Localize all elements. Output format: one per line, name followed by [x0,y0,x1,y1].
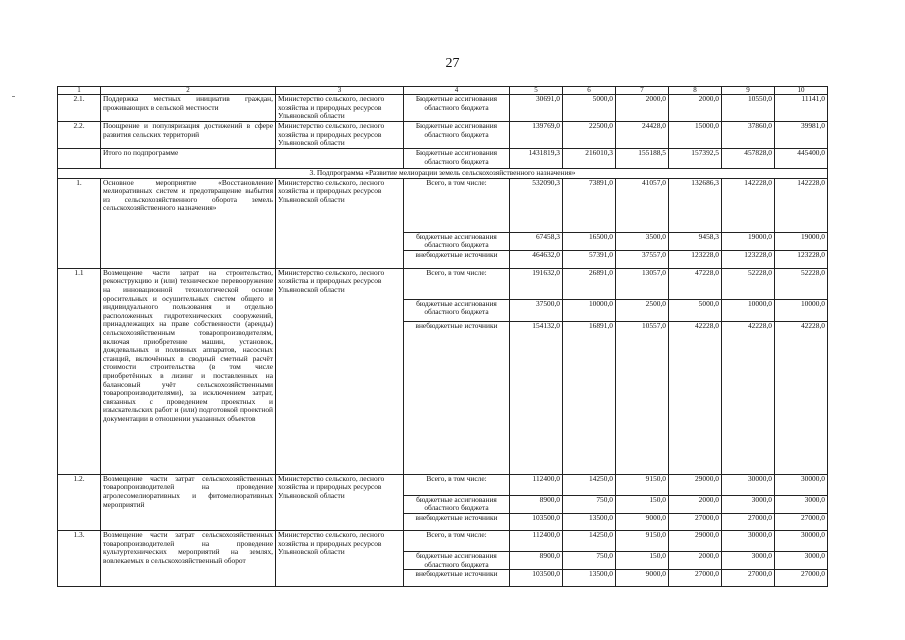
value-cell: 42228,0 [722,321,775,474]
value-cell: 57391,0 [563,250,616,268]
value-cell: 9150,0 [616,474,669,495]
value-cell: 154132,0 [510,321,563,474]
value-cell: 27000,0 [669,513,722,530]
value-cell: 42228,0 [775,321,828,474]
value-cell: 5000,0 [563,95,616,122]
row-executor [276,149,404,169]
value-cell: 52228,0 [722,268,775,299]
table-row [58,178,828,232]
value-cell: 142228,0 [722,178,775,232]
funding-source: внебюджетные источники [404,250,510,268]
value-cell: 132686,3 [669,178,722,232]
value-cell: 73891,0 [563,178,616,232]
row-name: Итого по подпрограмме [101,149,276,169]
value-cell: 150,0 [616,495,669,513]
value-cell: 3000,0 [775,495,828,513]
funding-source: бюджетные ассигнования областного бюджета [404,495,510,513]
value-cell: 16500,0 [563,232,616,250]
value-cell: 191632,0 [510,268,563,299]
column-header: 10 [775,87,828,95]
value-cell: 464632,0 [510,250,563,268]
value-cell: 139769,0 [510,122,563,149]
funding-source: Бюджетные ассигнования областного бюджета [404,122,510,149]
column-header: 1 [58,87,101,95]
value-cell: 10550,0 [722,95,775,122]
value-cell: 532090,3 [510,178,563,232]
funding-source: бюджетные ассигнования областного бюджета [404,299,510,321]
value-cell: 8900,0 [510,495,563,513]
budget-table [57,86,828,587]
value-cell: 30000,0 [775,474,828,495]
row-name: Поощрение и популяризация достижений в сфере развития сельских территорий [101,122,276,149]
value-cell: 142228,0 [775,178,828,232]
table-row [58,474,828,495]
value-cell: 11141,0 [775,95,828,122]
value-cell: 112400,0 [510,474,563,495]
row-number: 1. [58,178,101,268]
value-cell: 2000,0 [669,495,722,513]
value-cell: 123228,0 [722,250,775,268]
column-header: 7 [616,87,669,95]
funding-source: Бюджетные ассигнования областного бюджета [404,95,510,122]
scan-speck [12,96,15,97]
value-cell: 10000,0 [563,299,616,321]
value-cell: 3000,0 [722,551,775,569]
funding-source: Всего, в том числе: [404,178,510,232]
row-executor: Министерство сельского, лесного хозяйства и природных ресурсов Ульяновской области [276,268,404,474]
value-cell: 26891,0 [563,268,616,299]
table-row [58,268,828,299]
value-cell: 15000,0 [669,122,722,149]
column-number-row [58,87,828,95]
value-cell: 42228,0 [669,321,722,474]
value-cell: 41057,0 [616,178,669,232]
column-header: 9 [722,87,775,95]
value-cell: 9000,0 [616,570,669,587]
row-executor: Министерство сельского, лесного хозяйства и природных ресурсов Ульяновской области [276,178,404,268]
value-cell: 9150,0 [616,530,669,551]
row-name: Возмещение части затрат на строительство, реконструкцию и (или) техническое перевооружение на инновационной технологической основе оросительных и осушительных систем общего и индивидуального пользования и отдельно расположенных гидротехнических сооружений, принадлежащих на праве собственности (аренды) сельскохозяйственным товаропроизводителям, включая приобретение машин, установок, дождевальных и поливных аппаратов, насосных станций, включённых в сводный сметный расчёт стоимости строительства (в том числе приобретённых в лизинг и поставленных на балансовый учёт сельскохозяйственными товаропроизводителями), за исключением затрат, связанных с проведением проектных и изыскательских работ и (или) подготовкой проектной документации в отношении указанных объектов [101,268,276,474]
value-cell: 27000,0 [669,570,722,587]
value-cell: 2000,0 [669,95,722,122]
value-cell: 103500,0 [510,513,563,530]
funding-source: бюджетные ассигнования областного бюджета [404,232,510,250]
table-row [58,149,828,169]
value-cell: 103500,0 [510,570,563,587]
value-cell: 112400,0 [510,530,563,551]
funding-source: бюджетные ассигнования областного бюджета [404,551,510,569]
value-cell: 10000,0 [775,299,828,321]
value-cell: 10557,0 [616,321,669,474]
value-cell: 13500,0 [563,513,616,530]
value-cell: 30000,0 [775,530,828,551]
row-number: 2.1. [58,95,101,122]
column-header: 3 [276,87,404,95]
value-cell: 750,0 [563,551,616,569]
section-title: 3. Подпрограмма «Развитие мелиорации земель сельскохозяйственного назначения» [58,169,828,179]
value-cell: 14250,0 [563,474,616,495]
value-cell: 19000,0 [775,232,828,250]
value-cell: 16891,0 [563,321,616,474]
column-header: 6 [563,87,616,95]
funding-source: Всего, в том числе: [404,530,510,551]
funding-source: внебюджетные источники [404,513,510,530]
value-cell: 27000,0 [722,513,775,530]
row-executor: Министерство сельского, лесного хозяйства и природных ресурсов Ульяновской области [276,530,404,586]
value-cell: 30000,0 [722,530,775,551]
value-cell: 3000,0 [722,495,775,513]
value-cell: 2000,0 [616,95,669,122]
row-number: 1.3. [58,530,101,586]
column-header: 8 [669,87,722,95]
value-cell: 47228,0 [669,268,722,299]
value-cell: 13057,0 [616,268,669,299]
value-cell: 14250,0 [563,530,616,551]
row-name: Основное мероприятие «Восстановление мелиоративных систем и предотвращение выбытия из сельскохозяйственного оборота земель сельскохозяйственного назначения» [101,178,276,268]
value-cell: 5000,0 [669,299,722,321]
value-cell: 123228,0 [775,250,828,268]
funding-source: Всего, в том числе: [404,268,510,299]
funding-source: Бюджетные ассигнования областного бюджета [404,149,510,169]
table-row [58,95,828,122]
value-cell: 2000,0 [669,551,722,569]
value-cell: 9000,0 [616,513,669,530]
value-cell: 19000,0 [722,232,775,250]
value-cell: 52228,0 [775,268,828,299]
value-cell: 445400,0 [775,149,828,169]
column-header: 5 [510,87,563,95]
value-cell: 37500,0 [510,299,563,321]
section-title-row [58,169,828,179]
row-executor: Министерство сельского, лесного хозяйства и природных ресурсов Ульяновской области [276,95,404,122]
value-cell: 27000,0 [722,570,775,587]
funding-source: внебюджетные источники [404,321,510,474]
value-cell: 10000,0 [722,299,775,321]
page-number: 27 [445,56,460,71]
value-cell: 123228,0 [669,250,722,268]
value-cell: 22500,0 [563,122,616,149]
value-cell: 27000,0 [775,513,828,530]
value-cell: 155188,5 [616,149,669,169]
row-executor: Министерство сельского, лесного хозяйства и природных ресурсов Ульяновской области [276,474,404,530]
value-cell: 29000,0 [669,474,722,495]
row-executor: Министерство сельского, лесного хозяйства и природных ресурсов Ульяновской области [276,122,404,149]
value-cell: 2500,0 [616,299,669,321]
row-number [58,149,101,169]
value-cell: 39981,0 [775,122,828,149]
value-cell: 750,0 [563,495,616,513]
value-cell: 1431819,3 [510,149,563,169]
value-cell: 3000,0 [775,551,828,569]
row-name: Возмещение части затрат сельскохозяйственных товаропроизводителей на проведение агролесомелиоративных и фитомелиоративных мероприятий [101,474,276,530]
value-cell: 3500,0 [616,232,669,250]
value-cell: 37860,0 [722,122,775,149]
funding-source: внебюджетные источники [404,570,510,587]
table-row [58,122,828,149]
value-cell: 24428,0 [616,122,669,149]
value-cell: 37557,0 [616,250,669,268]
value-cell: 30000,0 [722,474,775,495]
row-number: 1.1 [58,268,101,474]
row-number: 1.2. [58,474,101,530]
row-name: Поддержка местных инициатив граждан, проживающих в сельской местности [101,95,276,122]
column-header: 4 [404,87,510,95]
value-cell: 457828,0 [722,149,775,169]
table-row [58,530,828,551]
value-cell: 216010,3 [563,149,616,169]
value-cell: 8900,0 [510,551,563,569]
value-cell: 30691,0 [510,95,563,122]
value-cell: 9458,3 [669,232,722,250]
value-cell: 29000,0 [669,530,722,551]
funding-source: Всего, в том числе: [404,474,510,495]
value-cell: 13500,0 [563,570,616,587]
row-name: Возмещение части затрат сельскохозяйственных товаропроизводителей на проведение культуртехнических мероприятий на землях, вовлекаемых в сельскохозяйственный оборот [101,530,276,586]
row-number: 2.2. [58,122,101,149]
value-cell: 150,0 [616,551,669,569]
value-cell: 27000,0 [775,570,828,587]
column-header: 2 [101,87,276,95]
value-cell: 67458,3 [510,232,563,250]
value-cell: 157392,5 [669,149,722,169]
